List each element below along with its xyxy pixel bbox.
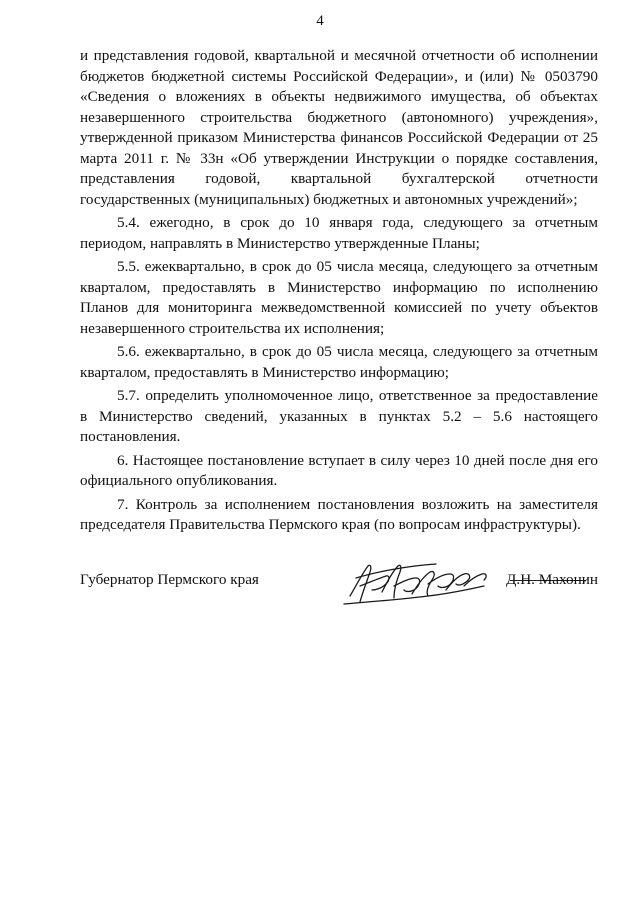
paragraph-continuation: и представления годовой, квартальной и месячной отчетности об исполнении бюджетов бюджетной системы Российской Федерации», и (или) № 0503790 «Сведения о вложениях в объекты недвижимого имущества, об объектах незавершенного строительства бюджетного (автономного) учреждения», утвержденной приказом Министерства финансов Российской Федерации от 25 марта 2011 г. № 33н «Об утверждении Инструкции о порядке составления, представления годовой, квартальной бухгалтерской отчетности государственных (муниципальных) бюджетных и автономных учреждений»;: [80, 47, 598, 208]
signatory-name: Д.Н. Махонин: [506, 571, 598, 588]
document-body: [80, 46, 598, 536]
paragraph-item-5-6: 5.6. ежеквартально, в срок до 05 числа месяца, следующего за отчетным кварталом, предоставлять в Министерство информацию;: [80, 343, 598, 381]
paragraph-item-5-7: 5.7. определить уполномоченное лицо, ответственное за предоставление в Министерство сведений, указанных в пунктах 5.2 – 5.6 настоящего постановления.: [80, 387, 598, 445]
paragraph-item-7: 7. Контроль за исполнением постановления возложить на заместителя председателя Правительства Пермского края (по вопросам инфраструктуры).: [80, 495, 598, 533]
paragraph-item-5-4: 5.4. ежегодно, в срок до 10 января года, следующего за отчетным периодом, направлять в Министерство утвержденные Планы;: [80, 214, 598, 252]
handwritten-signature: [336, 556, 516, 612]
paragraph-item-6: 6. Настоящее постановление вступает в силу через 10 дней после дня его официального опубликования.: [80, 451, 598, 489]
paragraph-item-5-5: 5.5. ежеквартально, в срок до 05 числа месяца, следующего за отчетным кварталом, предоставлять в Министерство информацию по исполнению Планов для мониторинга межведомственной комиссией по учету объектов незавершенного строительства их исполнения;: [80, 258, 598, 337]
signatory-position: Губернатор Пермского края: [80, 571, 259, 588]
page-number: 4: [316, 13, 324, 29]
signature-block: [80, 564, 598, 614]
